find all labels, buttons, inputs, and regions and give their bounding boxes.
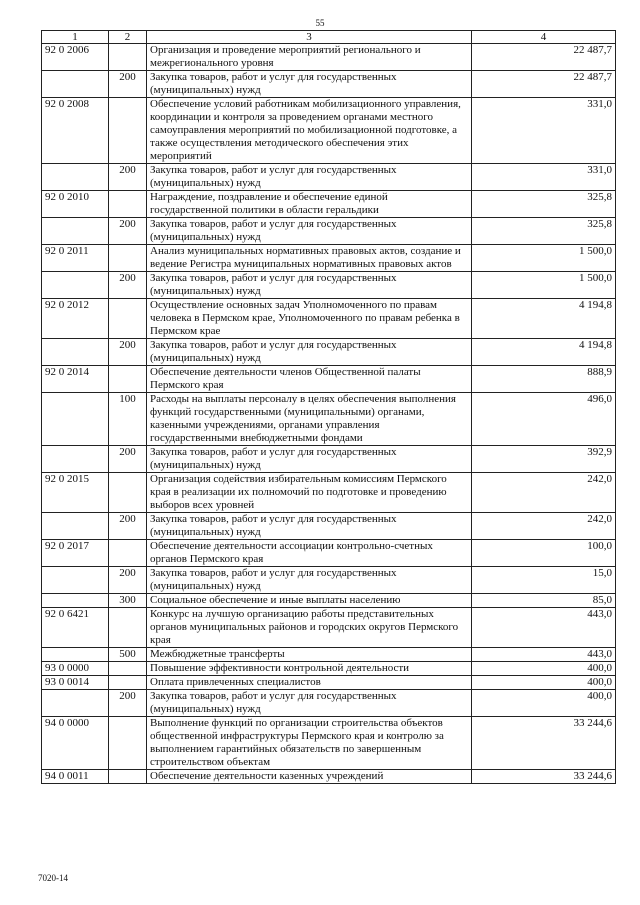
row-code: 92 0 2006	[42, 44, 109, 71]
row-expense-type	[109, 98, 147, 164]
row-code	[42, 272, 109, 299]
row-code: 92 0 2011	[42, 245, 109, 272]
row-name: Закупка товаров, работ и услуг для государственных (муниципальных) нужд	[147, 339, 472, 366]
row-amount: 443,0	[472, 608, 616, 648]
table-row	[42, 218, 616, 245]
row-name: Организация и проведение мероприятий регионального и межрегионального уровня	[147, 44, 472, 71]
row-name: Анализ муниципальных нормативных правовых актов, создание и ведение Регистра муниципальных нормативных правовых актов	[147, 245, 472, 272]
row-expense-type	[109, 245, 147, 272]
row-code: 92 0 2008	[42, 98, 109, 164]
table-row	[42, 690, 616, 717]
row-expense-type	[109, 540, 147, 567]
row-name: Осуществление основных задач Уполномоченного по правам человека в Пермском крае, Уполномоченного по правам ребенка в Пермском крае	[147, 299, 472, 339]
header-col-1: 1	[42, 31, 109, 44]
header-col-2: 2	[109, 31, 147, 44]
row-expense-type	[109, 191, 147, 218]
row-code: 92 0 2014	[42, 366, 109, 393]
row-amount: 400,0	[472, 676, 616, 690]
row-code: 93 0 0014	[42, 676, 109, 690]
table-row	[42, 513, 616, 540]
row-expense-type	[109, 608, 147, 648]
table-row	[42, 540, 616, 567]
row-name: Закупка товаров, работ и услуг для государственных (муниципальных) нужд	[147, 513, 472, 540]
row-amount: 496,0	[472, 393, 616, 446]
row-amount: 15,0	[472, 567, 616, 594]
row-amount: 22 487,7	[472, 44, 616, 71]
footer-code: 7020-14	[38, 873, 68, 883]
table-row	[42, 393, 616, 446]
row-name: Закупка товаров, работ и услуг для государственных (муниципальных) нужд	[147, 272, 472, 299]
row-code: 93 0 0000	[42, 662, 109, 676]
row-amount: 1 500,0	[472, 272, 616, 299]
table-row	[42, 366, 616, 393]
row-name: Закупка товаров, работ и услуг для государственных (муниципальных) нужд	[147, 446, 472, 473]
row-name: Межбюджетные трансферты	[147, 648, 472, 662]
table-row	[42, 473, 616, 513]
row-expense-type: 200	[109, 272, 147, 299]
row-expense-type: 200	[109, 690, 147, 717]
row-name: Конкурс на лучшую организацию работы представительных органов муниципальных районов и городских округов Пермского края	[147, 608, 472, 648]
row-name: Организация содействия избирательным комиссиям Пермского края в реализации их полномочий по подготовке и проведению выборов всех уровней	[147, 473, 472, 513]
row-code	[42, 164, 109, 191]
table-row	[42, 662, 616, 676]
row-name: Награждение, поздравление и обеспечение единой государственной политики в области геральдики	[147, 191, 472, 218]
row-name: Социальное обеспечение и иные выплаты населению	[147, 594, 472, 608]
row-amount: 325,8	[472, 218, 616, 245]
row-amount: 33 244,6	[472, 770, 616, 784]
row-expense-type: 200	[109, 218, 147, 245]
table-row	[42, 98, 616, 164]
row-expense-type: 100	[109, 393, 147, 446]
table-row	[42, 676, 616, 690]
row-amount: 400,0	[472, 690, 616, 717]
row-name: Обеспечение деятельности членов Общественной палаты Пермского края	[147, 366, 472, 393]
row-name: Оплата привлеченных специалистов	[147, 676, 472, 690]
row-amount: 325,8	[472, 191, 616, 218]
row-code	[42, 339, 109, 366]
row-amount: 1 500,0	[472, 245, 616, 272]
header-col-3: 3	[147, 31, 472, 44]
table-row	[42, 245, 616, 272]
row-code: 92 0 2012	[42, 299, 109, 339]
row-name: Обеспечение деятельности казенных учреждений	[147, 770, 472, 784]
header-col-4: 4	[472, 31, 616, 44]
row-name: Закупка товаров, работ и услуг для государственных (муниципальных) нужд	[147, 218, 472, 245]
table-row	[42, 339, 616, 366]
row-name: Закупка товаров, работ и услуг для государственных (муниципальных) нужд	[147, 567, 472, 594]
row-code	[42, 218, 109, 245]
table-row	[42, 71, 616, 98]
row-expense-type: 200	[109, 567, 147, 594]
table-row	[42, 567, 616, 594]
table-header-row	[42, 31, 616, 44]
row-code: 92 0 2015	[42, 473, 109, 513]
row-expense-type	[109, 676, 147, 690]
row-expense-type: 200	[109, 339, 147, 366]
row-amount: 888,9	[472, 366, 616, 393]
row-expense-type	[109, 662, 147, 676]
row-expense-type	[109, 717, 147, 770]
row-amount: 443,0	[472, 648, 616, 662]
row-amount: 100,0	[472, 540, 616, 567]
row-name: Повышение эффективности контрольной деятельности	[147, 662, 472, 676]
row-amount: 400,0	[472, 662, 616, 676]
table-row	[42, 164, 616, 191]
row-expense-type	[109, 366, 147, 393]
row-expense-type	[109, 770, 147, 784]
row-amount: 4 194,8	[472, 299, 616, 339]
row-code	[42, 648, 109, 662]
row-name: Обеспечение деятельности ассоциации контрольно-счетных органов Пермского края	[147, 540, 472, 567]
row-code: 94 0 0000	[42, 717, 109, 770]
budget-table	[41, 30, 616, 784]
row-amount: 331,0	[472, 98, 616, 164]
row-expense-type: 200	[109, 513, 147, 540]
row-code	[42, 446, 109, 473]
row-amount: 22 487,7	[472, 71, 616, 98]
row-code: 94 0 0011	[42, 770, 109, 784]
row-expense-type: 200	[109, 164, 147, 191]
row-expense-type	[109, 473, 147, 513]
table-row	[42, 446, 616, 473]
row-amount: 331,0	[472, 164, 616, 191]
row-expense-type: 200	[109, 71, 147, 98]
row-amount: 392,9	[472, 446, 616, 473]
row-name: Закупка товаров, работ и услуг для государственных (муниципальных) нужд	[147, 71, 472, 98]
row-code	[42, 513, 109, 540]
page-number: 55	[315, 18, 325, 28]
row-name: Закупка товаров, работ и услуг для государственных (муниципальных) нужд	[147, 690, 472, 717]
row-expense-type: 500	[109, 648, 147, 662]
row-code	[42, 393, 109, 446]
row-expense-type	[109, 44, 147, 71]
row-expense-type	[109, 299, 147, 339]
table-row	[42, 608, 616, 648]
row-code	[42, 594, 109, 608]
row-name: Обеспечение условий работникам мобилизационного управления, координации и контроля за проведением органами местного самоуправления мероприятий по мобилизационной подготовке, а также осуществления методического обеспечения этих мероприятий	[147, 98, 472, 164]
row-name: Закупка товаров, работ и услуг для государственных (муниципальных) нужд	[147, 164, 472, 191]
table-row	[42, 770, 616, 784]
table-row	[42, 299, 616, 339]
row-amount: 4 194,8	[472, 339, 616, 366]
row-code: 92 0 2017	[42, 540, 109, 567]
row-amount: 85,0	[472, 594, 616, 608]
row-amount: 242,0	[472, 473, 616, 513]
row-expense-type: 300	[109, 594, 147, 608]
table-row	[42, 191, 616, 218]
row-code	[42, 567, 109, 594]
row-amount: 242,0	[472, 513, 616, 540]
row-expense-type: 200	[109, 446, 147, 473]
table-row	[42, 648, 616, 662]
row-code: 92 0 2010	[42, 191, 109, 218]
row-code	[42, 71, 109, 98]
table-row	[42, 717, 616, 770]
row-name: Расходы на выплаты персоналу в целях обеспечения выполнения функций государственными (муниципальными) органами, казенными учреждениями, органами управления государственными внебюджетными фондами	[147, 393, 472, 446]
table-row	[42, 44, 616, 71]
row-name: Выполнение функций по организации строительства объектов общественной инфраструктуры Пермского края и контролю за выполнением гарантийных обязательств по завершенным строительством объектам	[147, 717, 472, 770]
table-row	[42, 272, 616, 299]
row-amount: 33 244,6	[472, 717, 616, 770]
table-row	[42, 594, 616, 608]
table-body	[42, 44, 616, 784]
row-code: 92 0 6421	[42, 608, 109, 648]
row-code	[42, 690, 109, 717]
